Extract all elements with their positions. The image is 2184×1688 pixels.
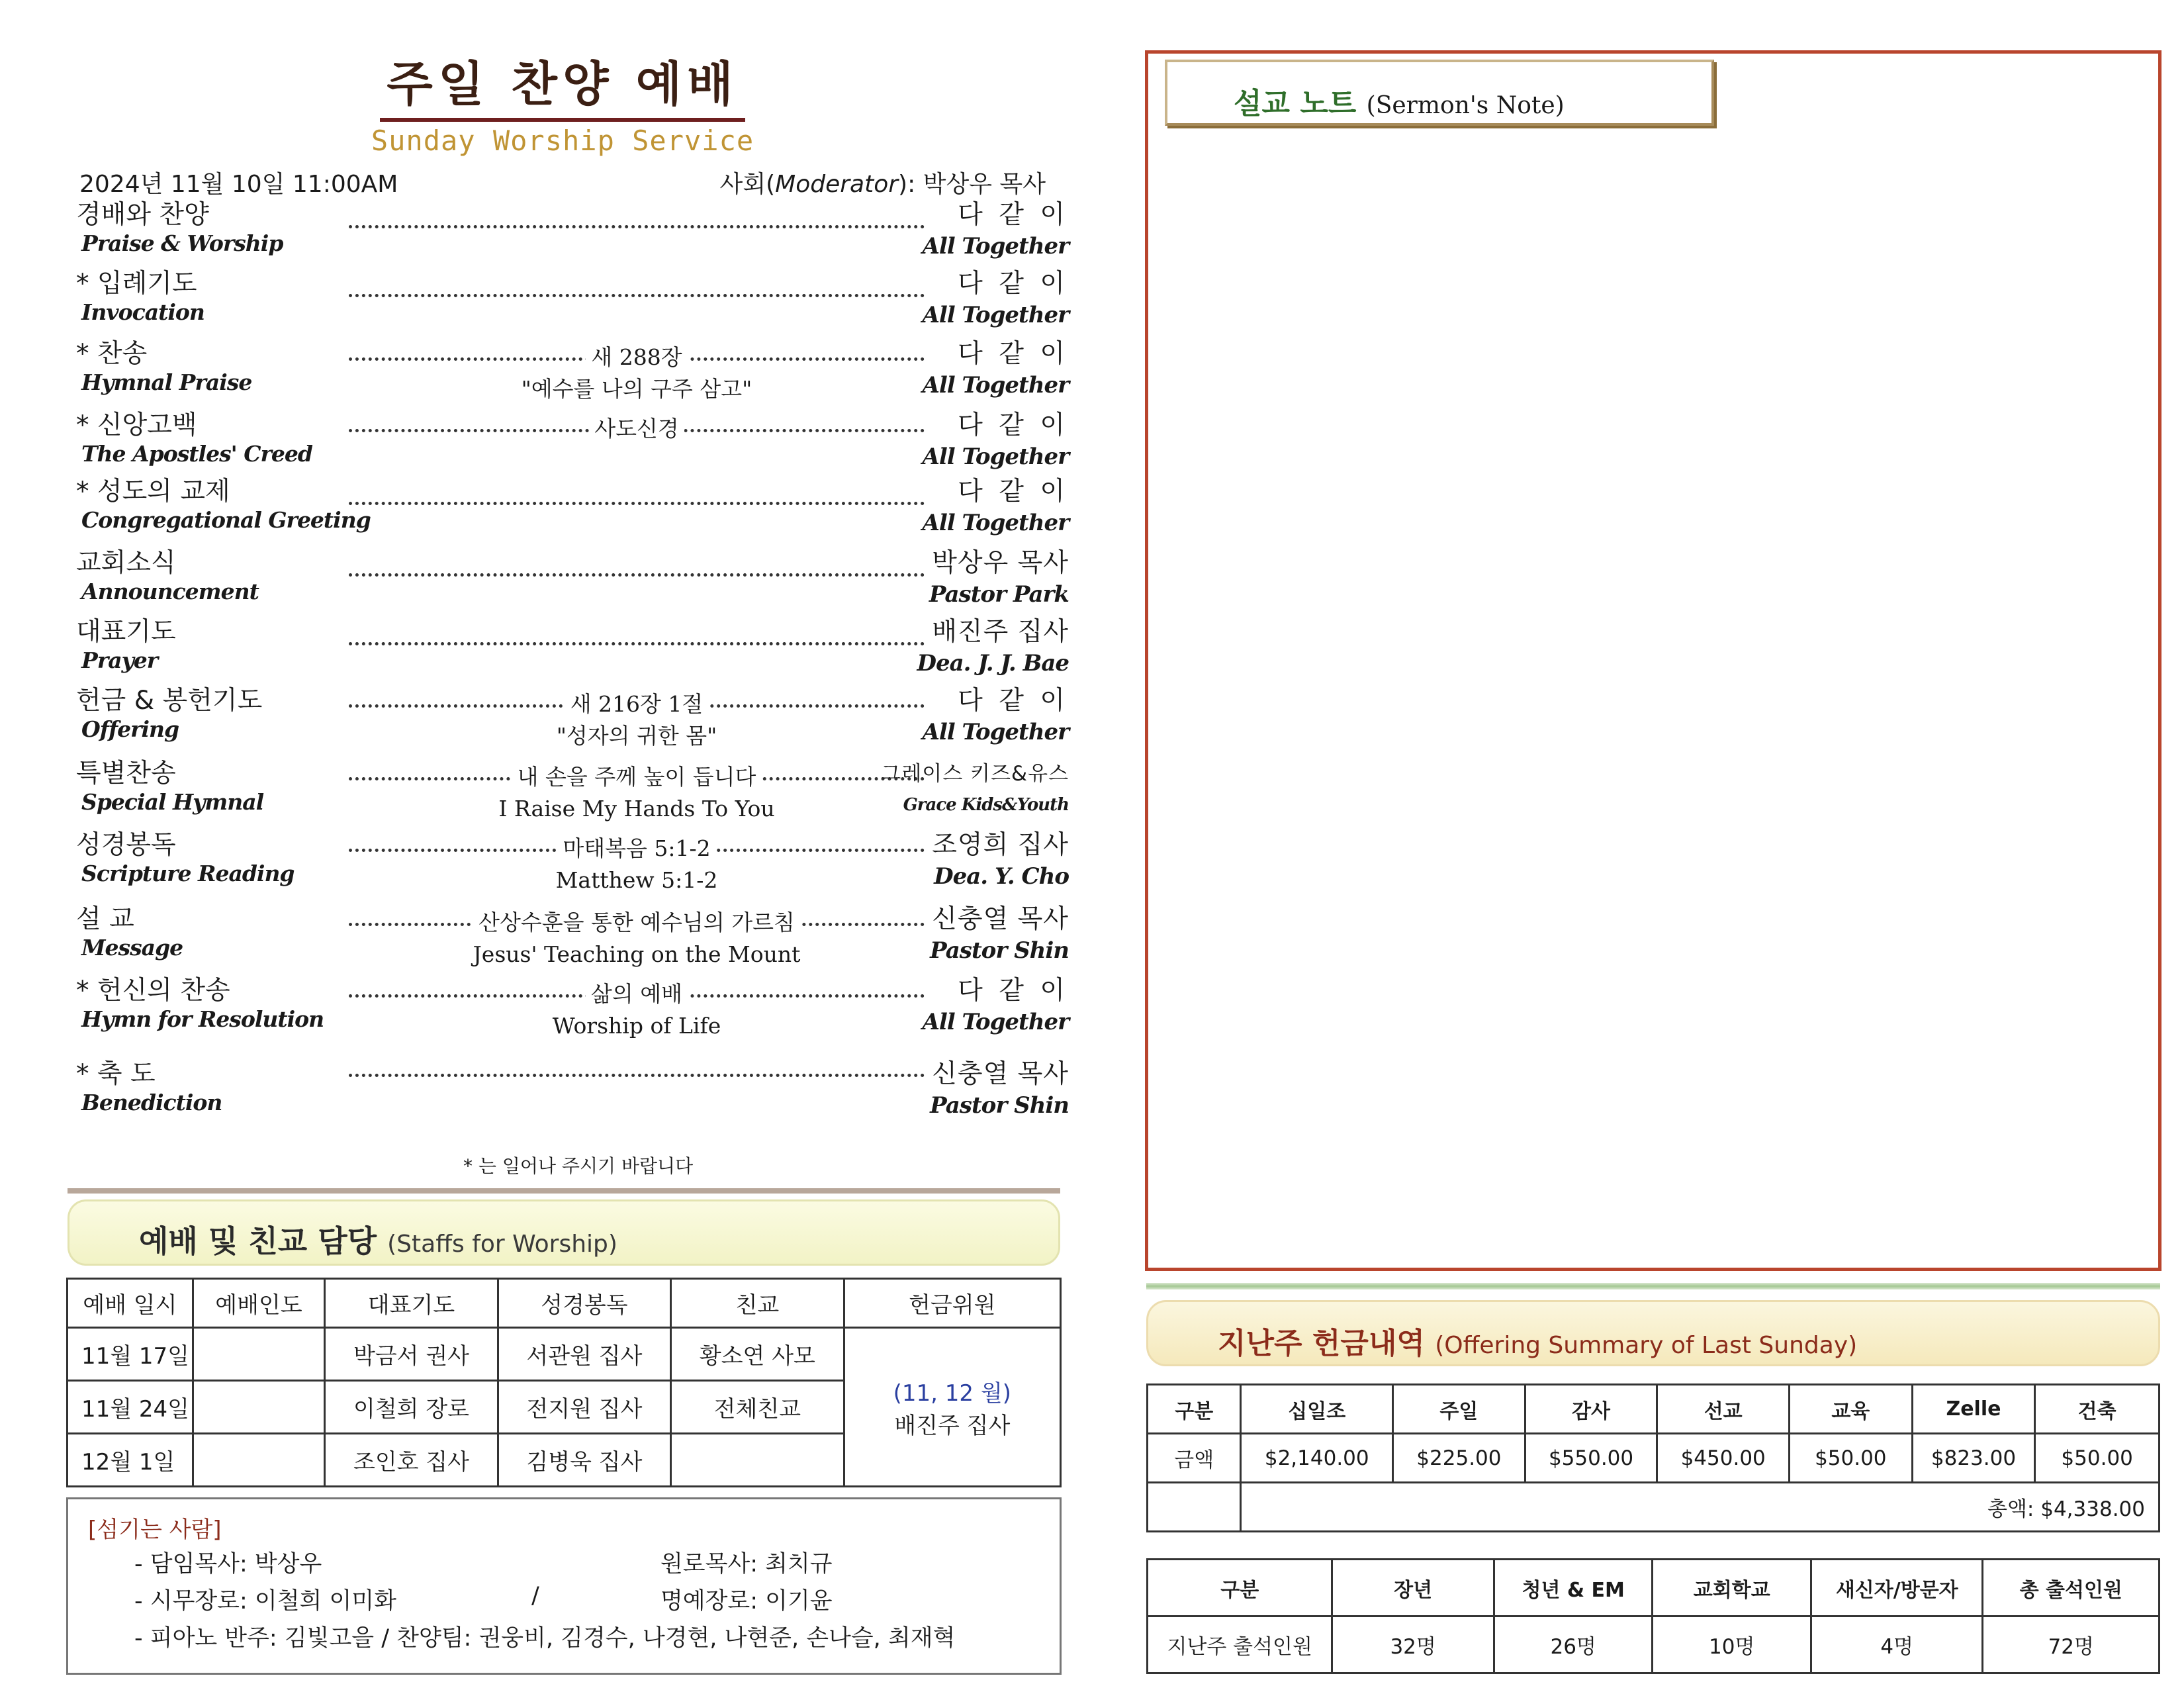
servers-header: [섬기는 사람] <box>88 1517 222 1543</box>
item-title-en: Announcement <box>81 579 259 604</box>
item-leader-en: Dea. Y. Cho <box>934 863 1069 890</box>
item-title-ko: * 찬송 <box>76 339 148 369</box>
item-detail: 새 288장 <box>349 343 925 372</box>
attendance-header: 총 출석인원 <box>1983 1560 2160 1617</box>
offering-total: 총액: $4,338.00 <box>1241 1483 2160 1532</box>
servers-line: - 담임목사: 박상우 <box>134 1551 322 1577</box>
order-item <box>76 684 1069 757</box>
servers-box <box>66 1497 1062 1675</box>
servers-line: 원로목사: 최치규 <box>660 1551 833 1577</box>
staff-lead <box>193 1434 325 1487</box>
attendance-value: 26명 <box>1494 1617 1653 1673</box>
attendance-header: 장년 <box>1332 1560 1494 1617</box>
item-leader-ko: 신충열 목사 <box>932 1059 1069 1089</box>
item-leader-ko: 다 같 이 <box>958 976 1069 1006</box>
item-leader-ko: 다 같 이 <box>958 200 1069 230</box>
offering-value: $225.00 <box>1393 1434 1525 1483</box>
staff-prayer: 박금서 권사 <box>325 1328 498 1381</box>
attendance-header: 구분 <box>1148 1560 1332 1617</box>
offering-value: $50.00 <box>1790 1434 1913 1483</box>
stand-note: * 는 일어나 주시기 바랍니다 <box>463 1155 694 1177</box>
offering-header: 구분 <box>1148 1385 1241 1434</box>
item-title-ko: 경배와 찬양 <box>76 200 209 230</box>
item-leader-en: All Together <box>922 233 1069 259</box>
staff-reading: 서관원 집사 <box>498 1328 670 1381</box>
staff-fellowship: 황소연 사모 <box>671 1328 844 1381</box>
offering-committee-months: (11, 12 월) <box>893 1380 1011 1407</box>
item-title-ko: 대표기도 <box>76 617 176 647</box>
staff-lead <box>193 1381 325 1434</box>
attendance-row-label: 지난주 출석인원 <box>1148 1617 1332 1673</box>
item-title-en: Special Hymnal <box>81 789 264 815</box>
offering-title-ko: 지난주 헌금내역 <box>1218 1327 1425 1360</box>
item-title-en: Invocation <box>81 299 205 325</box>
service-date: 2024년 11월 10일 11:00AM <box>79 171 398 198</box>
title-english: Sunday Worship Service <box>371 124 754 157</box>
offering-value: $823.00 <box>1912 1434 2035 1483</box>
order-item <box>76 1047 1069 1119</box>
staff-fellowship: 전체친교 <box>671 1381 844 1434</box>
item-detail: 내 손을 주께 높이 듭니다 <box>349 763 925 792</box>
item-leader-en: All Together <box>922 719 1069 745</box>
attendance-value: 32명 <box>1332 1617 1494 1673</box>
item-title-ko: * 신앙고백 <box>76 410 197 440</box>
offering-value: $550.00 <box>1525 1434 1657 1483</box>
item-title-en: Benediction <box>81 1090 222 1115</box>
order-item <box>76 757 1069 829</box>
staff-header: 대표기도 <box>325 1279 498 1328</box>
item-title-en: Congregational Greeting <box>81 507 371 533</box>
item-leader-ko: 그레이스 키즈&유스 <box>881 762 1069 786</box>
item-detail: 새 216장 1절 <box>349 690 925 719</box>
item-title-ko: * 헌신의 찬송 <box>76 976 230 1006</box>
staff-date: 11월 24일 <box>68 1381 193 1434</box>
offering-table <box>1146 1383 2160 1532</box>
table-row <box>68 1328 1061 1381</box>
order-item <box>76 267 1069 338</box>
item-title-en: Hymn for Resolution <box>81 1006 324 1032</box>
item-detail-sub: Matthew 5:1-2 <box>555 867 718 893</box>
offering-header: 감사 <box>1525 1385 1657 1434</box>
staff-date: 11월 17일 <box>68 1328 193 1381</box>
offering-value: $50.00 <box>2035 1434 2160 1483</box>
staff-header: 예배인도 <box>193 1279 325 1328</box>
item-leader-en: All Together <box>922 1009 1069 1035</box>
dotted-leader <box>349 502 925 505</box>
item-detail: 사도신경 <box>349 414 925 444</box>
item-title-ko: 교회소식 <box>76 548 176 578</box>
order-item <box>76 903 1069 974</box>
offering-header: 주일 <box>1393 1385 1525 1434</box>
divider <box>1146 1283 2160 1289</box>
attendance-value: 10명 <box>1653 1617 1811 1673</box>
servers-separator: / <box>531 1583 539 1609</box>
item-leader-ko: 다 같 이 <box>958 339 1069 369</box>
table-row <box>1148 1434 2160 1483</box>
staff-title-ko: 예배 및 친교 담당 <box>139 1223 377 1259</box>
item-leader-en: All Together <box>922 372 1069 399</box>
item-leader-en: Grace Kids&Youth <box>903 795 1069 815</box>
item-leader-en: Pastor Shin <box>930 937 1069 964</box>
order-of-service <box>76 199 1069 1119</box>
order-item <box>76 974 1069 1047</box>
item-detail: 마태복음 5:1-2 <box>349 834 925 863</box>
offering-value: $450.00 <box>1657 1434 1790 1483</box>
item-title-ko: 성경봉독 <box>76 830 176 860</box>
offering-section-header <box>1146 1300 2160 1366</box>
date-line <box>79 165 1046 199</box>
item-title-en: Prayer <box>81 647 158 673</box>
attendance-header: 교회학교 <box>1653 1560 1811 1617</box>
table-row <box>1148 1617 2160 1673</box>
dotted-leader <box>349 573 925 577</box>
item-leader-en: All Together <box>922 510 1069 536</box>
item-leader-en: All Together <box>922 444 1069 470</box>
item-leader-ko: 배진주 집사 <box>932 617 1069 647</box>
attendance-header: 새신자/방문자 <box>1811 1560 1983 1617</box>
item-leader-ko: 다 같 이 <box>958 686 1069 716</box>
item-leader-en: All Together <box>922 302 1069 328</box>
item-title-ko: * 입례기도 <box>76 269 197 299</box>
moderator: 사회(Moderator): 박상우 목사 <box>719 171 1046 198</box>
notes-page <box>1092 0 2184 1688</box>
staff-header: 예배 일시 <box>68 1279 193 1328</box>
item-leader-en: Dea. J. J. Bae <box>917 650 1069 677</box>
offering-header: Zelle <box>1912 1385 2035 1434</box>
order-item <box>76 409 1069 475</box>
item-leader-ko: 조영희 집사 <box>932 830 1069 860</box>
attendance-header: 청년 & EM <box>1494 1560 1653 1617</box>
offering-header: 건축 <box>2035 1385 2160 1434</box>
item-title-ko: 헌금 & 봉헌기도 <box>76 686 263 716</box>
sermon-title-en: (Sermon's Note) <box>1366 92 1565 119</box>
item-detail: 산상수훈을 통한 예수님의 가르침 <box>349 908 925 937</box>
dotted-leader <box>349 225 925 228</box>
item-title-en: The Apostles' Creed <box>81 441 312 467</box>
item-title-ko: 특별찬송 <box>76 759 176 788</box>
offering-committee-name: 배진주 집사 <box>894 1412 1011 1439</box>
attendance-value: 4명 <box>1811 1617 1983 1673</box>
offering-header: 십일조 <box>1241 1385 1393 1434</box>
offering-committee <box>844 1328 1060 1487</box>
sermon-notes-box[interactable] <box>1145 50 2161 1271</box>
staff-header: 성경봉독 <box>498 1279 670 1328</box>
item-title-ko: * 축 도 <box>76 1059 156 1089</box>
staff-reading: 전지원 집사 <box>498 1381 670 1434</box>
staff-prayer: 조인호 집사 <box>325 1434 498 1487</box>
staff-table <box>66 1278 1062 1487</box>
item-title-en: Message <box>81 935 183 961</box>
item-title-ko: 설 교 <box>76 904 134 934</box>
divider <box>68 1188 1060 1194</box>
dotted-leader <box>349 294 925 297</box>
staff-section-header <box>68 1199 1060 1266</box>
sermon-note-header <box>1165 60 1714 126</box>
attendance-value: 72명 <box>1983 1617 2160 1673</box>
staff-header: 헌금위원 <box>844 1279 1060 1328</box>
item-detail-sub: I Raise My Hands To You <box>498 796 775 821</box>
item-title-ko: * 성도의 교제 <box>76 477 230 506</box>
offering-blank <box>1148 1483 1241 1532</box>
staff-header-row <box>68 1279 1061 1328</box>
staff-fellowship <box>671 1434 844 1487</box>
staff-date: 12월 1일 <box>68 1434 193 1487</box>
dotted-leader <box>349 642 925 645</box>
item-leader-ko: 신충열 목사 <box>932 904 1069 934</box>
item-title-en: Praise & Worship <box>81 230 283 256</box>
staff-reading: 김병욱 집사 <box>498 1434 670 1487</box>
item-detail-sub: Jesus' Teaching on the Mount <box>473 941 801 967</box>
item-title-en: Scripture Reading <box>81 861 295 886</box>
title-korean: 주일 찬양 예배 <box>380 54 745 122</box>
table-row <box>1148 1483 2160 1532</box>
servers-line: - 피아노 반주: 김빛고을 / 찬양팀: 권웅비, 김경수, 나경현, 나현준, 손나슬, 최재혁 <box>134 1625 956 1652</box>
order-item <box>76 338 1069 409</box>
attendance-table <box>1146 1558 2160 1674</box>
order-item <box>76 199 1069 267</box>
order-item <box>76 829 1069 903</box>
sermon-title-ko: 설교 노트 <box>1234 87 1357 120</box>
offering-row-label: 금액 <box>1148 1434 1241 1483</box>
attendance-header-row <box>1148 1560 2160 1617</box>
servers-line: 명예장로: 이기윤 <box>660 1588 833 1615</box>
staff-header: 친교 <box>671 1279 844 1328</box>
item-detail-sub: "예수를 나의 구주 삼고" <box>521 376 752 402</box>
order-item <box>76 475 1069 547</box>
offering-header-row <box>1148 1385 2160 1434</box>
dotted-leader <box>349 1074 925 1077</box>
item-leader-en: Pastor Park <box>929 581 1069 608</box>
item-detail: 삶의 예배 <box>349 980 925 1009</box>
staff-prayer: 이철희 장로 <box>325 1381 498 1434</box>
order-item <box>76 616 1069 684</box>
service-title <box>371 54 754 157</box>
servers-line: - 시무장로: 이철희 이미화 <box>134 1588 396 1615</box>
staff-title-en: (Staffs for Worship) <box>387 1231 617 1258</box>
item-title-en: Hymnal Praise <box>81 369 252 395</box>
staff-lead <box>193 1328 325 1381</box>
offering-header: 교육 <box>1790 1385 1913 1434</box>
item-leader-ko: 다 같 이 <box>958 410 1069 440</box>
offering-title-en: (Offering Summary of Last Sunday) <box>1435 1332 1858 1359</box>
item-leader-en: Pastor Shin <box>930 1092 1069 1119</box>
item-leader-ko: 다 같 이 <box>958 477 1069 506</box>
item-detail-sub: "성자의 귀한 몸" <box>556 723 717 749</box>
item-title-en: Offering <box>81 716 179 742</box>
item-detail-sub: Worship of Life <box>552 1013 721 1039</box>
item-leader-ko: 박상우 목사 <box>932 548 1069 578</box>
offering-value: $2,140.00 <box>1241 1434 1393 1483</box>
item-leader-ko: 다 같 이 <box>958 269 1069 299</box>
offering-header: 선교 <box>1657 1385 1790 1434</box>
order-item <box>76 547 1069 616</box>
